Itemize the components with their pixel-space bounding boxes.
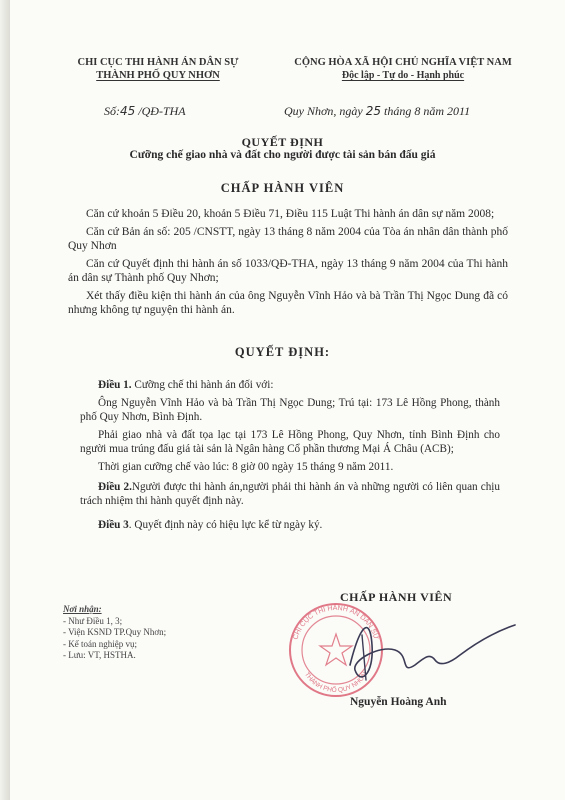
stamp-text-top: CHI CỤC THI HÀNH ÁN DÂN SỰ	[292, 604, 380, 641]
article-1	[80, 378, 500, 392]
article-3-text: . Quyết định này có hiệu lực kể từ ngày ký.	[128, 519, 323, 531]
article-1-handover: Phải giao nhà và đất tọa lạc tại 173 Lê Hồng Phong, Quy Nhơn, tỉnh Bình Định cho người mua trúng đấu giá tài sản là Ngân hàng Cổ phần thương Mại Á Châu (ACB);	[80, 429, 500, 455]
article-1-time: Thời gian cưỡng chế vào lúc: 8 giờ 00 ngày 15 tháng 9 năm 2011.	[98, 461, 394, 473]
recipients-heading: Nơi nhận:	[63, 604, 102, 614]
recipient-item: - Viện KSND TP.Quy Nhơn;	[63, 627, 167, 637]
country-header	[268, 56, 538, 82]
recipient-item: - Kế toán nghiệp vụ;	[63, 638, 137, 649]
article-2	[80, 480, 500, 508]
document-subtitle: Cưỡng chế giao nhà và đất cho người được tài sản bán đấu giá	[129, 149, 436, 161]
doc-number-handwritten: 45	[120, 104, 136, 118]
article-1-text: Cưỡng chế thi hành án đối với:	[131, 379, 274, 391]
date-prefix: Quy Nhơn, ngày	[284, 104, 366, 118]
legal-bases	[68, 207, 508, 321]
agency-header	[58, 56, 258, 82]
signature-stroke	[350, 625, 515, 677]
motto: Độc lập - Tự do - Hạnh phúc	[341, 70, 465, 81]
doc-number-prefix: Số:	[104, 104, 120, 118]
page-edge-shadow	[0, 0, 10, 800]
stamp-text-bottom: THÀNH PHỐ QUY NHƠN	[303, 671, 370, 695]
country-name: CỘNG HÒA XÃ HỘI CHỦ NGHĨA VIỆT NAM	[294, 57, 512, 68]
date-line	[284, 104, 470, 119]
document-number	[104, 104, 186, 119]
document-title: QUYẾT ĐỊNH	[241, 135, 324, 149]
agency-line-1: CHI CỤC THI HÀNH ÁN DÂN SỰ	[77, 57, 239, 68]
date-rest: tháng 8 năm 2011	[381, 104, 471, 118]
articles	[80, 378, 500, 536]
article-2-label: Điều 2.	[98, 481, 132, 493]
article-3-label: Điều 3	[98, 519, 129, 531]
article-1-label: Điều 1.	[98, 379, 132, 391]
article-2-text: Người được thi hành án,người phải thi hành án và những người có liên quan chịu trách nhiệm thi hành quyết định này.	[80, 481, 500, 507]
issuer-heading: CHẤP HÀNH VIÊN	[220, 181, 345, 195]
recipients-block	[63, 604, 166, 662]
signer-name: Nguyễn Hoàng Anh	[350, 696, 447, 708]
article-1-persons: Ông Nguyễn Vĩnh Hảo và bà Trần Thị Ngọc Dung; Trú tại: 173 Lê Hồng Phong, thành phố Quy Nhơn, Bình Định.	[80, 397, 500, 423]
article-3	[80, 518, 500, 532]
basis-item: Xét thấy điều kiện thi hành án của ông Nguyễn Vĩnh Hảo và bà Trần Thị Ngọc Dung đã có nhưng không tự nguyện thi hành án.	[68, 289, 508, 316]
basis-item: Căn cứ Quyết định thi hành án số 1033/QĐ-THA, ngày 13 tháng 9 năm 2004 của Thi hành án dân sự Thành phố Quy Nhơn;	[68, 257, 508, 284]
basis-item: Căn cứ Bản án số: 205 /CNSTT, ngày 13 tháng 8 năm 2004 của Tòa án nhân dân thành phố Quy Nhơn	[68, 225, 508, 252]
recipient-item: - Như Điều 1, 3;	[63, 615, 123, 626]
signature-title: CHẤP HÀNH VIÊN	[340, 590, 453, 604]
date-day-handwritten: 25	[365, 104, 382, 118]
recipient-item: - Lưu: VT, HSTHA.	[63, 650, 136, 660]
agency-line-2: THÀNH PHỐ QUY NHƠN	[96, 70, 220, 81]
basis-item: Căn cứ khoản 5 Điều 20, khoản 5 Điều 71, Điều 115 Luật Thi hành án dân sự năm 2008;	[86, 208, 495, 220]
handwritten-signature	[300, 605, 520, 695]
doc-number-suffix: /QĐ-THA	[135, 104, 186, 118]
decision-heading: QUYẾT ĐỊNH:	[234, 345, 331, 359]
